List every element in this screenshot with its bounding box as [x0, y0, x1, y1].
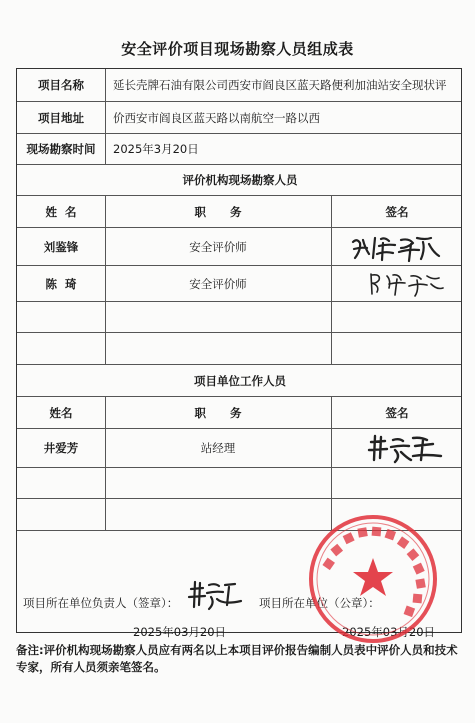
- person-name: 刘鉴锋: [43, 239, 79, 254]
- table-row-empty: [17, 333, 461, 365]
- section-unit-header-row: [17, 397, 461, 429]
- section-unit-title-row: [17, 365, 461, 397]
- table-row: [17, 266, 461, 302]
- project-address-value: 价西安市阎良区蓝天路以南航空一路以西: [113, 110, 320, 125]
- project-name-label: 项目名称: [38, 78, 84, 92]
- survey-time-label: 现场勘察时间: [26, 142, 96, 156]
- header-sign: 签名: [385, 405, 409, 420]
- table-row-empty: [17, 302, 461, 333]
- table-row: [17, 429, 461, 468]
- header-name: 姓名: [49, 405, 73, 420]
- row-project-address: [17, 102, 461, 134]
- person-name: 井爱芳: [43, 441, 79, 455]
- section-agency-title: 评价机构现场勘察人员: [182, 173, 298, 187]
- header-name: 姓 名: [45, 204, 77, 219]
- header-duty: 职 务: [194, 204, 242, 219]
- signature-jing: [365, 432, 445, 464]
- unit-seal-date: 2025年03月20日: [342, 625, 436, 639]
- signature-responsible: [185, 577, 245, 611]
- section-agency-header-row: [17, 196, 461, 228]
- table-row-empty: [17, 468, 461, 499]
- row-survey-time: [17, 134, 461, 165]
- responsible-person-label: 项目所在单位负责人（签章）：: [23, 596, 179, 610]
- signature-chen: [367, 270, 447, 298]
- header-duty: 职 务: [194, 405, 242, 420]
- section-unit-title: 项目单位工作人员: [194, 373, 286, 388]
- page-title: 安全评价项目现场勘察人员组成表: [121, 40, 354, 58]
- responsible-date: 2025年03月20日: [133, 625, 227, 639]
- project-address-label: 项目地址: [38, 110, 84, 125]
- section-agency-title-row: [17, 165, 461, 196]
- footnote: 备注:评价机构现场勘察人员应有两名以上本项目评价报告编制人员表中评价人员和技术专家，所有人员须亲笔签名。: [16, 643, 458, 674]
- person-name: 陈 琦: [45, 276, 77, 291]
- person-duty: 安全评价师: [189, 276, 247, 291]
- company-seal-stamp: [302, 508, 444, 650]
- person-duty: 站经理: [200, 441, 236, 455]
- person-duty: 安全评价师: [189, 239, 247, 254]
- row-project-name: [17, 69, 461, 102]
- header-sign: 签名: [385, 204, 409, 219]
- table-row: [17, 228, 461, 266]
- survey-time-value: 2025年3月20日: [113, 142, 199, 156]
- signature-liu: [349, 234, 444, 262]
- unit-seal-label: 项目所在单位（公章）：: [259, 596, 380, 610]
- project-name-value: 延长壳牌石油有限公司西安市阎良区蓝天路便利加油站安全现状评: [113, 78, 447, 92]
